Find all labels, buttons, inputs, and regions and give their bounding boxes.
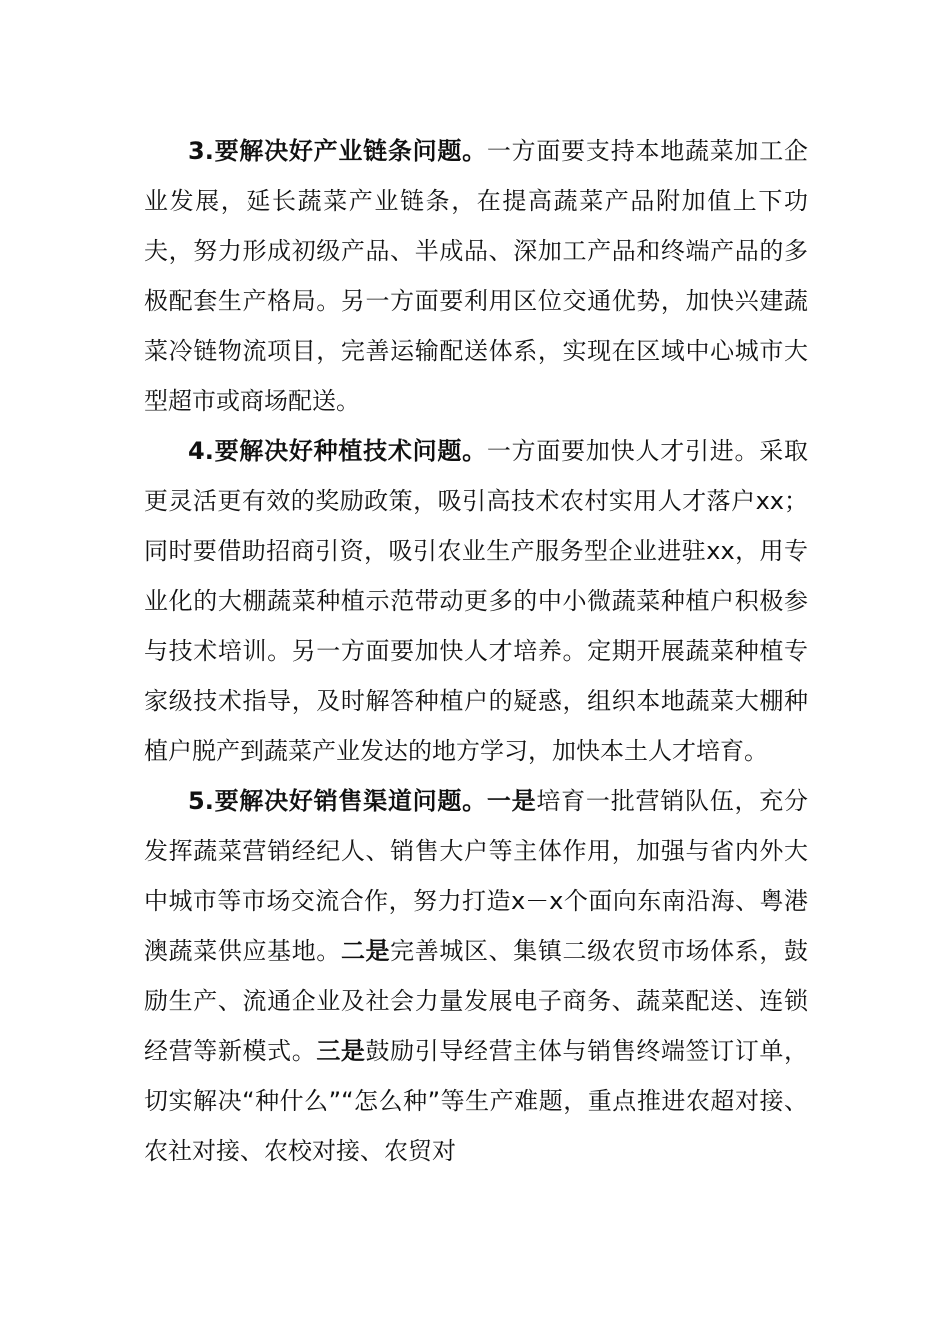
paragraph-heading: 3.要解决好产业链条问题。 — [188, 137, 487, 165]
paragraph-text: 一方面要支持本地蔬菜加工企业发展，延长蔬菜产业链条，在提高蔬菜产品附加值上下功夫，努力形成初级产品、半成品、深加工产品和终端产品的多极配套生产格局。另一方面要利用区位交通优势，加快兴建蔬菜冷链物流项目，完善运输配送体系，实现在区域中心城市大型超市或商场配送。 — [144, 137, 808, 415]
paragraph-heading: 5.要解决好销售渠道问题。 — [188, 787, 487, 815]
paragraph-text: 完善城区、集镇二级农贸市场体系，鼓励生产、流通企业及社会力量发展电子商务、蔬菜配送、连锁经营等新模式。 — [144, 937, 809, 1065]
keyword-third: 三是 — [316, 1037, 366, 1065]
paragraph-sales-channels — [144, 776, 808, 1176]
keyword-second: 二是 — [340, 937, 391, 965]
paragraph-text: 培育一批营销队伍，充分发挥蔬菜营销经纪人、销售大户等主体作用，加强与省内外大中城市等市场交流合作，努力打造x－x个面向东南沿海、粤港澳蔬菜供应基地。 — [144, 787, 808, 965]
paragraph-industry-chain — [144, 126, 808, 426]
document-body — [144, 126, 808, 1176]
paragraph-text: 鼓励引导经营主体与销售终端签订订单，切实解决“种什么”“怎么种”等生产难题，重点推进农超对接、农社对接、农校对接、农贸对 — [144, 1037, 809, 1165]
paragraph-text: 一方面要加快人才引进。采取更灵活更有效的奖励政策，吸引高技术农村实用人才落户xx；同时要借助招商引资，吸引农业生产服务型企业进驻xx，用专业化的大棚蔬菜种植示范带动更多的中小微蔬菜种植户积极参与技术培训。另一方面要加快人才培养。定期开展蔬菜种植专家级技术指导，及时解答种植户的疑惑，组织本地蔬菜大棚种植户脱产到蔬菜产业发达的地方学习，加快本土人才培育。 — [144, 437, 808, 765]
keyword-first: 一是 — [486, 787, 537, 815]
paragraph-heading: 4.要解决好种植技术问题。 — [188, 437, 487, 465]
paragraph-planting-technology — [144, 426, 808, 776]
